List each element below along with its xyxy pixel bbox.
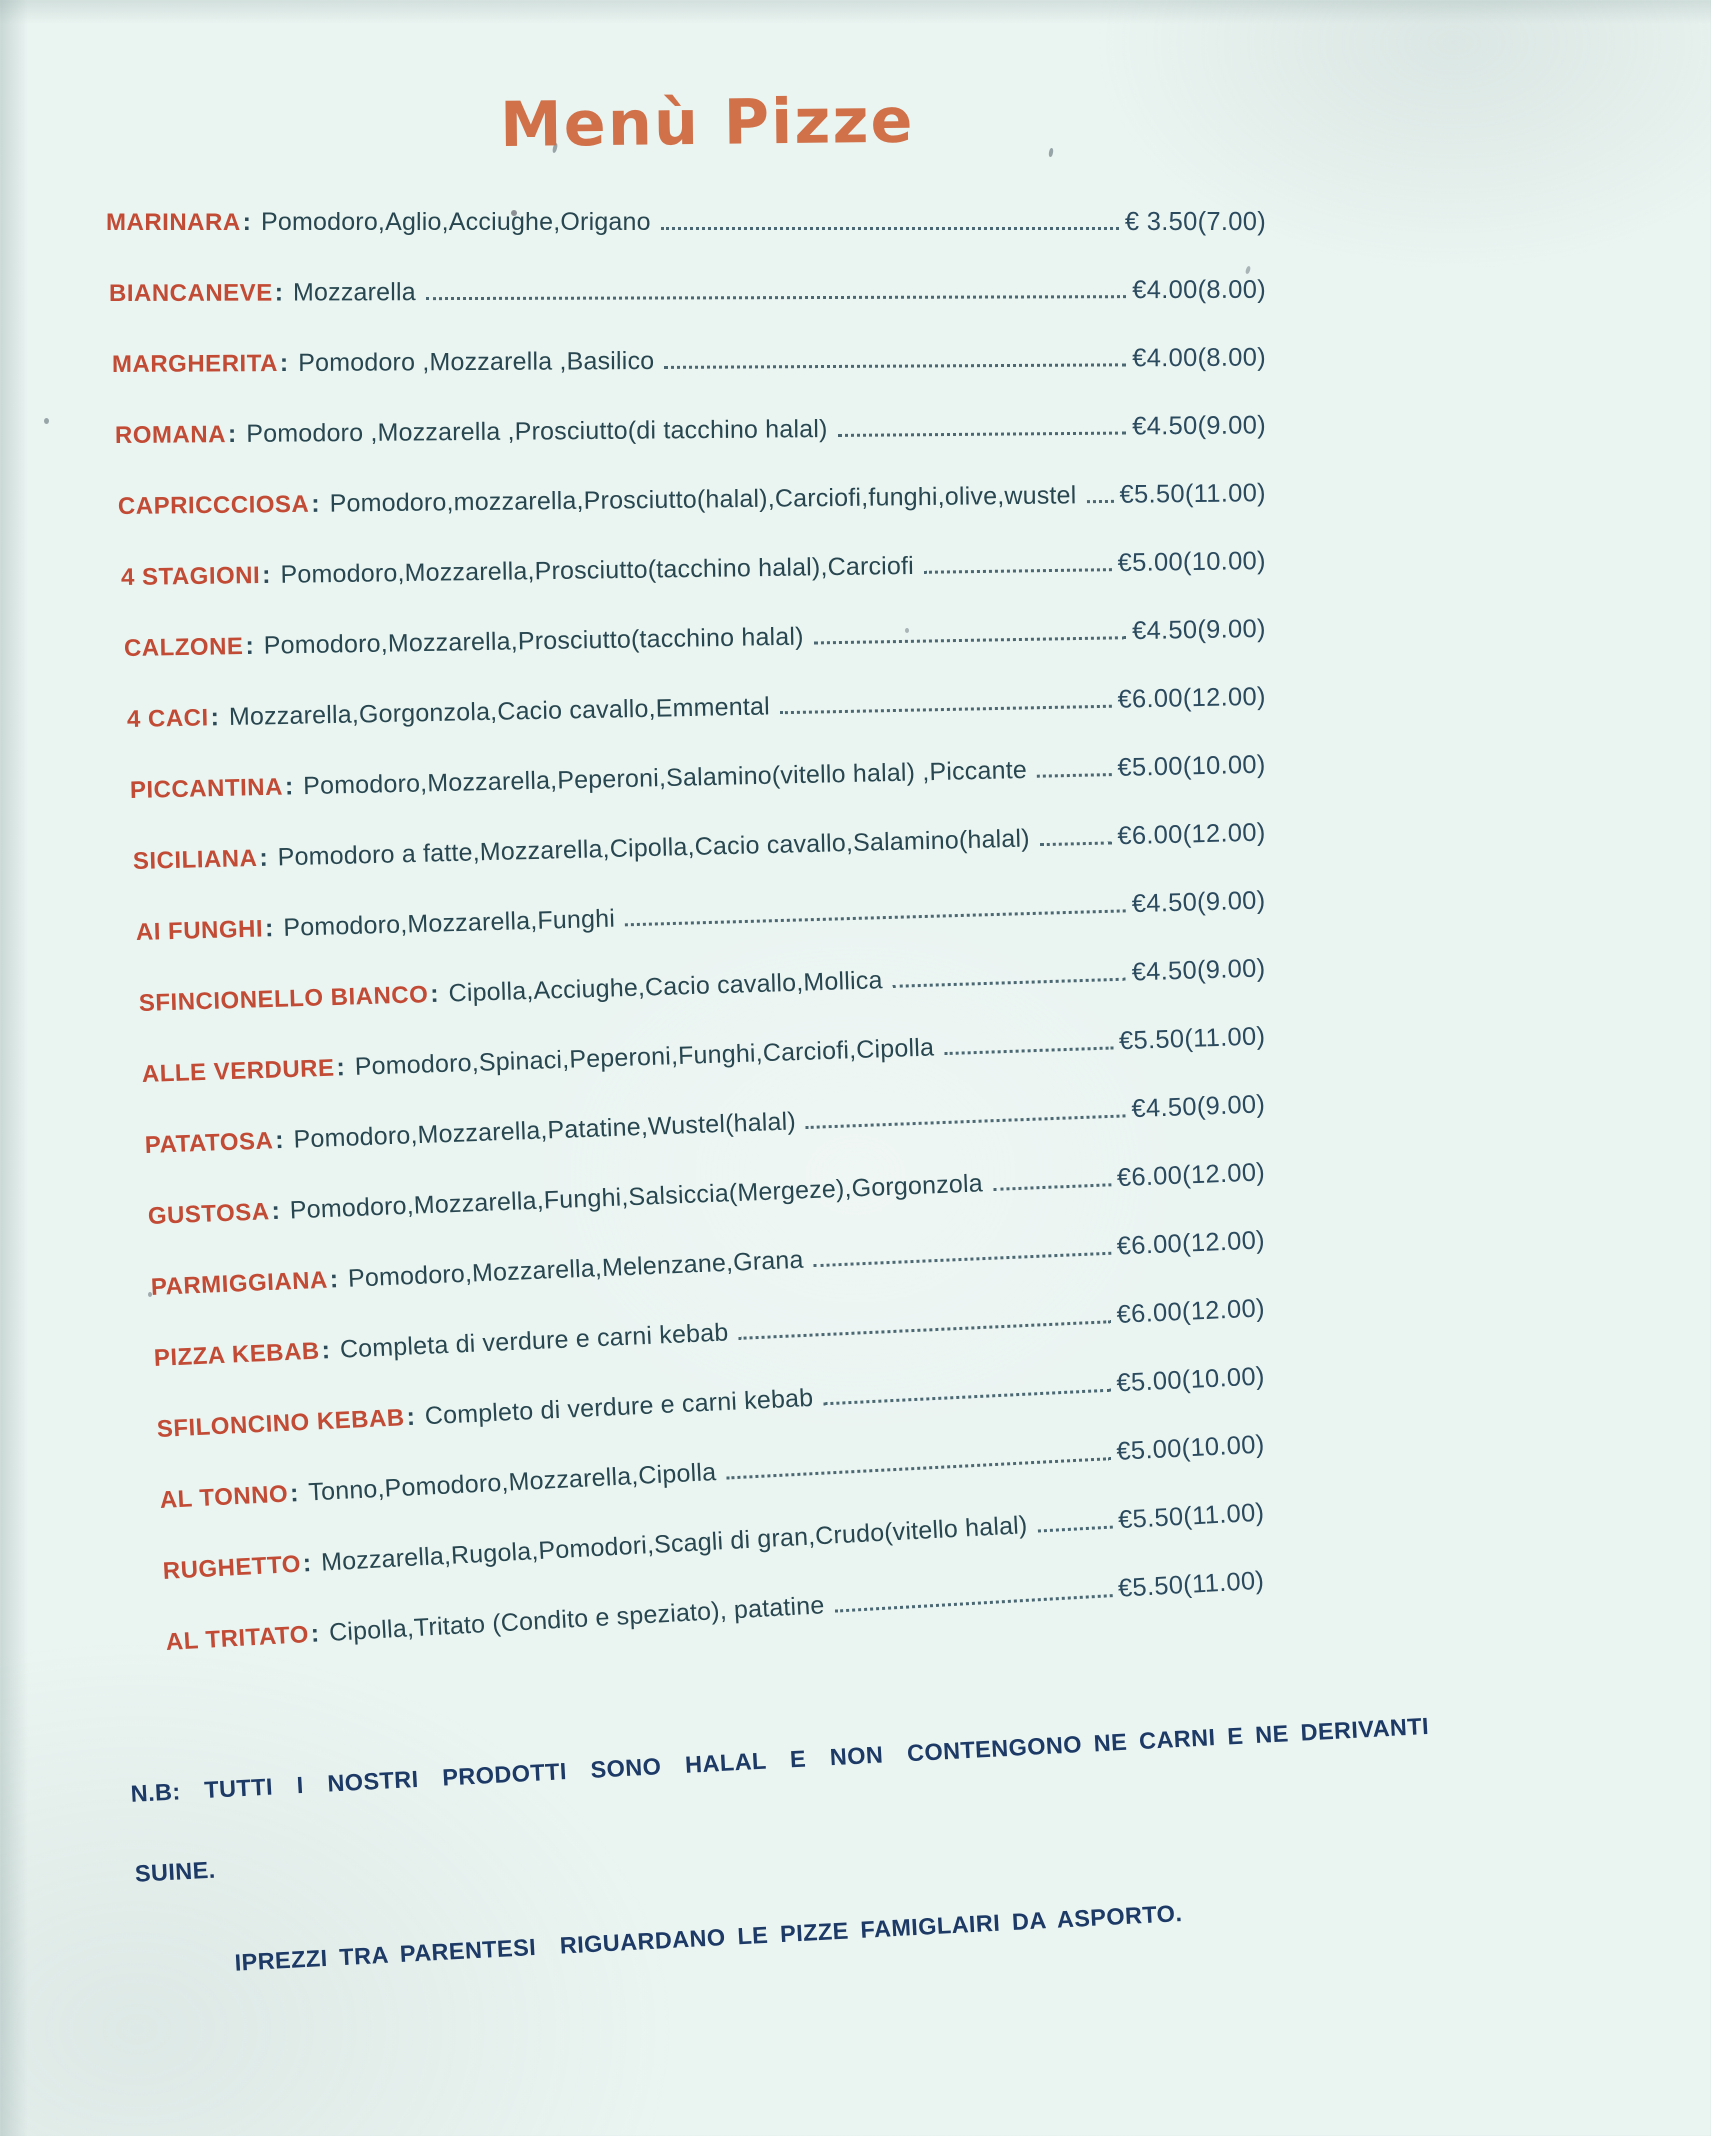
pizza-ingredients: Cipolla,Acciughe,Cacio cavallo,Mollica <box>448 966 884 1008</box>
pizza-name: CALZONE <box>123 633 244 662</box>
dotted-leader <box>1040 841 1112 846</box>
pizza-price: €5.00(10.00) <box>1115 1430 1266 1466</box>
colon-separator: : <box>259 843 269 872</box>
colon-separator: : <box>321 1336 331 1365</box>
pizza-price: €5.00(10.00) <box>1117 750 1266 782</box>
pizza-ingredients: Pomodoro,Mozzarella,Patatine,Wustel(halal) <box>293 1107 797 1154</box>
pizza-name: AL TRITATO <box>165 1621 310 1656</box>
dotted-leader <box>893 978 1126 988</box>
pizza-list <box>106 161 1266 1662</box>
menu-item-row <box>118 479 1266 526</box>
colon-separator: : <box>227 419 237 449</box>
pizza-name: PARMIGGIANA <box>150 1266 329 1301</box>
dotted-leader <box>726 1457 1110 1479</box>
colon-separator: : <box>302 1549 312 1578</box>
colon-separator: : <box>311 489 320 518</box>
pizza-ingredients: Pomodoro ,Mozzarella ,Basilico <box>298 346 655 377</box>
dotted-leader <box>944 1046 1113 1055</box>
dotted-leader <box>1038 1526 1113 1533</box>
menu-item-row <box>156 1362 1265 1449</box>
pizza-name: PIZZA KEBAB <box>153 1337 321 1372</box>
pizza-price: €4.50(9.00) <box>1131 954 1266 987</box>
pizza-ingredients: Pomodoro,Mozzarella,Funghi,Salsiccia(Mergeze),Gorgonzola <box>289 1169 984 1225</box>
menu-item-row <box>141 1022 1266 1094</box>
pizza-ingredients: Pomodoro,Mozzarella,Prosciutto(tacchino halal),Carciofi <box>280 551 915 589</box>
pizza-name: SFINCIONELLO BIANCO <box>138 981 429 1017</box>
pizza-ingredients: Pomodoro ,Mozzarella ,Prosciutto(di tacchino halal) <box>246 415 828 448</box>
menu-item-row <box>115 411 1266 455</box>
pizza-name: PATATOSA <box>144 1127 274 1159</box>
dotted-leader <box>780 705 1112 714</box>
pizza-ingredients: Pomodoro,Aglio,Acciughe,Origano <box>260 208 651 236</box>
menu-item-row <box>106 208 1266 242</box>
colon-separator: : <box>289 1479 300 1508</box>
colon-separator: : <box>405 1402 416 1432</box>
menu-document <box>0 83 1711 2136</box>
dotted-leader <box>835 1594 1113 1613</box>
pizza-price: €5.50(11.00) <box>1117 1566 1265 1603</box>
pizza-ingredients: Completo di verdure e carni kebab <box>424 1383 814 1431</box>
pizza-price: €5.00(10.00) <box>1115 1362 1266 1398</box>
menu-item-row <box>112 344 1266 384</box>
colon-separator: : <box>274 1125 285 1155</box>
dotted-leader <box>924 568 1112 574</box>
pizza-price: €5.00(10.00) <box>1117 547 1267 578</box>
pizza-ingredients: Tonno,Pomodoro,Mozzarella,Cipolla <box>307 1458 717 1507</box>
pizza-price: €4.50(9.00) <box>1131 614 1267 646</box>
dotted-leader <box>823 1389 1111 1406</box>
menu-item-row <box>121 547 1266 597</box>
pizza-price: €4.50(9.00) <box>1130 1090 1266 1124</box>
dotted-leader <box>838 432 1127 437</box>
halal-note-line1: N.B: TUTTI I NOSTRI PRODOTTI SONO HALAL E NON CONTENGONO NE CARNI E NE DERIVANTI <box>130 1712 1430 1807</box>
pizza-name: SFILONCINO KEBAB <box>156 1404 406 1443</box>
pizza-name: MARINARA <box>106 209 241 236</box>
colon-separator: : <box>310 1619 320 1648</box>
pizza-price: €6.00(12.00) <box>1116 1158 1266 1193</box>
colon-separator: : <box>242 208 251 236</box>
pizza-ingredients: Pomodoro a fatte,Mozzarella,Cipolla,Cacio cavallo,Salamino(halal) <box>277 824 1031 872</box>
pizza-name: MARGHERITA <box>111 350 278 378</box>
menu-item-row <box>109 276 1266 313</box>
pizza-ingredients: Pomodoro,Spinaci,Peperoni,Funghi,Carciofi,Cipolla <box>354 1033 935 1081</box>
dotted-leader <box>664 363 1126 369</box>
pizza-name: AL TONNO <box>159 1480 289 1514</box>
pizza-price: €5.50(11.00) <box>1118 1022 1266 1056</box>
colon-separator: : <box>245 631 254 660</box>
menu-item-row <box>150 1226 1265 1307</box>
pizza-price: €6.00(12.00) <box>1117 818 1266 851</box>
menu-item-row <box>136 886 1267 952</box>
colon-separator: : <box>284 772 294 801</box>
pizza-name: BIANCANEVE <box>108 279 273 307</box>
pizza-ingredients: Pomodoro,Mozzarella,Peperoni,Salamino(vitello halal) ,Piccante <box>302 755 1028 801</box>
pizza-name: 4 STAGIONI <box>120 562 261 591</box>
dotted-leader <box>814 636 1126 644</box>
colon-separator: : <box>279 349 289 378</box>
scan-speck <box>44 418 49 424</box>
footer-notes <box>128 1659 1711 2019</box>
pizza-price: €4.00(8.00) <box>1132 343 1267 373</box>
dotted-leader <box>806 1114 1126 1129</box>
halal-note-line2: SUINE. <box>134 1856 217 1887</box>
pizza-name: PICCANTINA <box>129 773 284 804</box>
dotted-leader <box>625 909 1126 926</box>
pizza-ingredients: Completa di verdure e carni kebab <box>339 1318 729 1364</box>
pizza-name: GUSTOSA <box>147 1198 271 1230</box>
pizza-name: SICILIANA <box>132 844 258 875</box>
dotted-leader <box>426 295 1126 300</box>
pizza-ingredients: Mozzarella,Gorgonzola,Cacio cavallo,Emmental <box>228 692 771 732</box>
pizza-price: € 3.50(7.00) <box>1124 208 1266 236</box>
dotted-leader <box>993 1183 1111 1191</box>
pizza-ingredients: Pomodoro,Mozzarella,Prosciutto(tacchino halal) <box>263 622 804 660</box>
colon-separator: : <box>270 1196 281 1226</box>
dotted-leader <box>739 1320 1111 1340</box>
pizza-price: €4.00(8.00) <box>1132 275 1267 305</box>
pizza-ingredients: Mozzarella <box>292 278 416 307</box>
colon-separator: : <box>329 1265 339 1294</box>
pizza-ingredients: Mozzarella,Rugola,Pomodori,Scagli di gran,Crudo(vitello halal) <box>320 1511 1029 1577</box>
pizza-ingredients: Cipolla,Tritato (Condito e speziato), patatine <box>328 1591 826 1647</box>
colon-separator: : <box>429 979 440 1009</box>
dotted-leader <box>814 1252 1111 1267</box>
pizza-ingredients: Pomodoro,Mozzarella,Funghi <box>282 904 616 942</box>
dotted-leader <box>1037 773 1112 778</box>
pizza-name: CAPRICCCIOSA <box>117 490 310 520</box>
menu-item-row <box>130 751 1266 810</box>
dotted-leader <box>661 227 1119 230</box>
menu-title: Menù Pizze <box>499 83 915 161</box>
dotted-leader <box>1086 500 1113 503</box>
pizza-price: €5.50(11.00) <box>1117 1498 1266 1535</box>
takeaway-price-note: IPREZZI TRA PARENTESI RIGUARDANO LE PIZZE FAMIGLAIRI DA ASPORTO. <box>234 1900 1183 1976</box>
menu-item-row <box>144 1090 1265 1165</box>
pizza-price: €6.00(12.00) <box>1116 1294 1266 1329</box>
menu-item-row <box>133 819 1266 881</box>
colon-separator: : <box>336 1053 346 1082</box>
pizza-ingredients: Pomodoro,Mozzarella,Melenzane,Grana <box>347 1245 805 1293</box>
menu-item-row <box>147 1158 1265 1236</box>
pizza-name: ALLE VERDURE <box>141 1054 335 1088</box>
menu-item-row <box>127 683 1266 739</box>
pizza-name: ROMANA <box>114 421 227 449</box>
pizza-name: AI FUNGHI <box>135 915 264 946</box>
pizza-price: €4.50(9.00) <box>1132 411 1267 441</box>
menu-item-row <box>153 1294 1265 1378</box>
pizza-price: €4.50(9.00) <box>1131 886 1266 919</box>
menu-item-row <box>138 954 1266 1023</box>
pizza-price: €5.50(11.00) <box>1119 479 1267 509</box>
pizza-name: 4 CACI <box>126 704 209 733</box>
colon-separator: : <box>261 560 271 590</box>
colon-separator: : <box>210 703 220 732</box>
pizza-price: €6.00(12.00) <box>1116 1226 1266 1261</box>
menu-item-row <box>124 615 1266 668</box>
pizza-ingredients: Pomodoro,mozzarella,Prosciutto(halal),Carciofi,funghi,olive,wustel <box>329 481 1077 518</box>
colon-separator: : <box>264 914 274 943</box>
pizza-name: RUGHETTO <box>162 1550 302 1585</box>
pizza-price: €6.00(12.00) <box>1117 682 1266 714</box>
colon-separator: : <box>274 278 284 307</box>
